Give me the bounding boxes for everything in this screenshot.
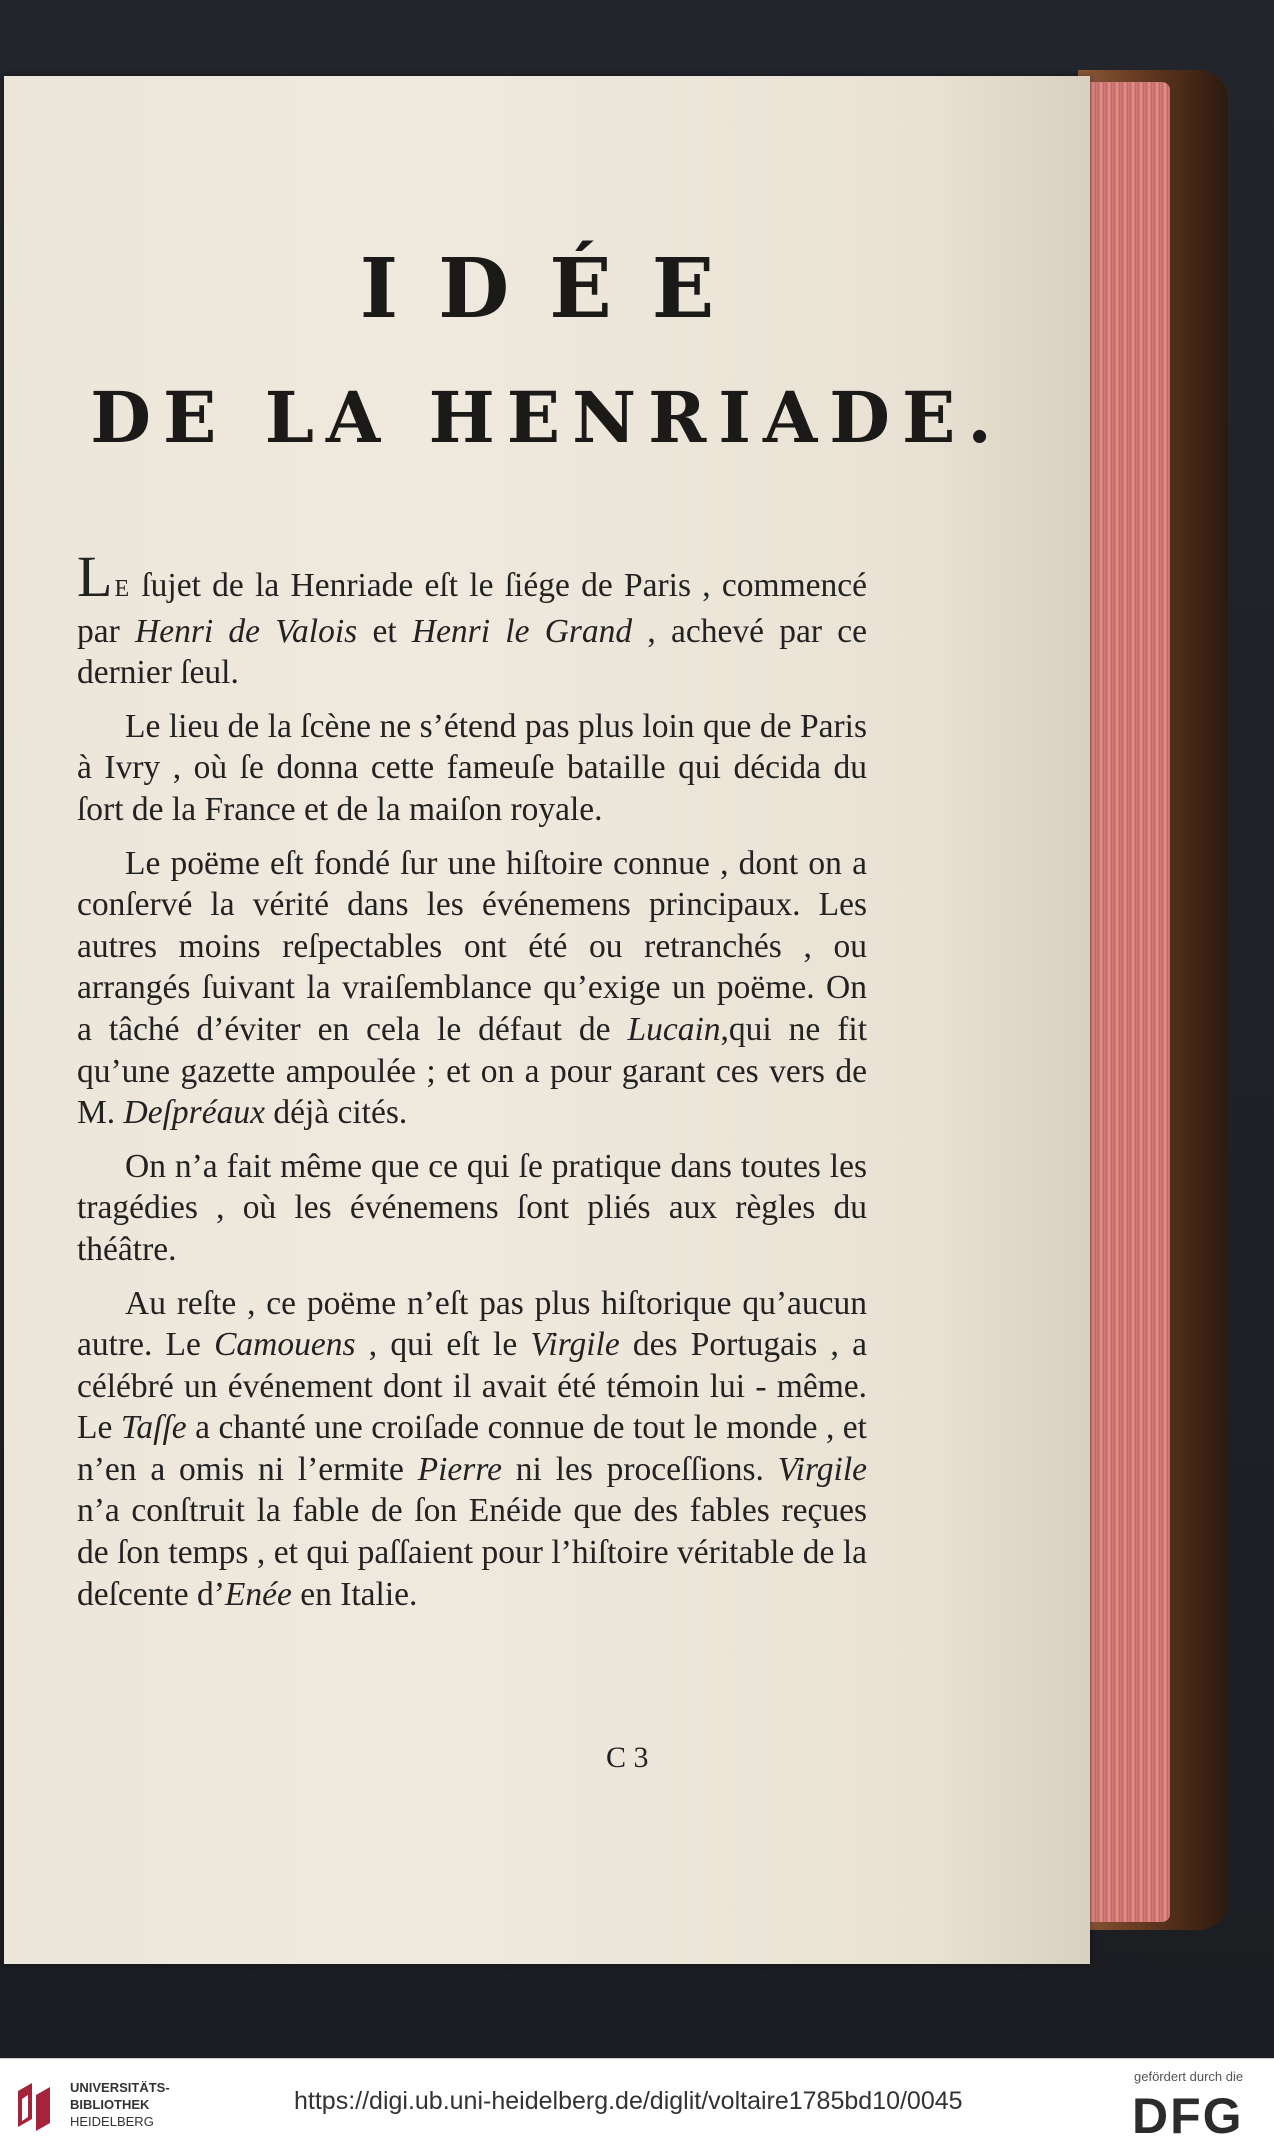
heidelberg-library-logo-icon[interactable]	[14, 2077, 62, 2137]
italic-name: Taſſe	[120, 1409, 187, 1447]
page-signature: C 3	[606, 1741, 649, 1774]
text-run: ni les proceſſions.	[501, 1450, 778, 1488]
text-run: des Portugais , a célébré un événement dont il avait été témoin lui - même. Le	[77, 1326, 867, 1447]
text-run: , achevé par ce dernier ſeul.	[77, 612, 868, 692]
viewer-footer	[0, 2058, 1274, 2151]
text-run: et	[357, 612, 412, 650]
dfg-logo[interactable]: DFG	[1132, 2088, 1244, 2144]
dfg-label: gefördert durch die	[1134, 2069, 1244, 2084]
paragraph-4: On n’a fait même que ce qui ſe pratique dans toutes les tragédies , où les événemens ſont pliés aux règles du théâtre.	[77, 1147, 867, 1268]
paragraph-3	[77, 843, 867, 1134]
text-run: , qui eſt le	[355, 1326, 531, 1364]
italic-name: Camouens	[214, 1326, 356, 1364]
text-run: ,qui ne fit qu’une gazette ampoulée ; et on a pour garant ces vers de M.	[77, 1010, 867, 1132]
logo-line: HEIDELBERG	[70, 2114, 154, 2129]
italic-name: Lucain	[627, 1010, 721, 1048]
title-sub: DE LA HENRIADE.	[90, 376, 1004, 459]
small-cap: E	[114, 576, 131, 602]
title-main: IDÉE	[359, 241, 755, 337]
italic-name: Deſpréaux	[123, 1094, 265, 1132]
text-run: a chanté une croiſade connue de tout le monde , et n’en a omis ni l’ermite	[77, 1409, 867, 1488]
paragraph-5	[77, 1283, 867, 1616]
logo-line: BIBLIOTHEK	[70, 2097, 150, 2112]
italic-name: Pierre	[417, 1450, 502, 1488]
italic-name: Henri de Valois	[135, 612, 358, 650]
library-logo-text[interactable]	[70, 2079, 170, 2130]
text-run: Le poëme eſt fondé ſur une hiſtoire connue , dont on a conſervé la vérité dans les événemens principaux. Les autres moins reſpectables ont été ou retranchés , ou arrangés ſuivant la vraiſemblance qu’exige un poëme. On a tâché d’éviter en cela le défaut de	[77, 844, 867, 1048]
page-fore-edge	[1080, 82, 1170, 1922]
text-run: déjà cités.	[264, 1094, 408, 1132]
italic-name: Enée	[224, 1575, 292, 1613]
logo-line: UNIVERSITÄTS-	[70, 2080, 170, 2095]
italic-name: Henri le Grand	[411, 612, 633, 650]
text-run: n’a conſtruit la fable de ſon Enéide que des fables reçues de ſon temps , et qui paſſaient pour l’hiſtoire véritable de la deſcente d’	[77, 1492, 867, 1613]
italic-name: Virgile	[777, 1450, 867, 1488]
permalink-url[interactable]: https://digi.ub.uni-heidelberg.de/diglit/voltaire1785bd10/0045	[294, 2087, 963, 2115]
text-run: Au reſte , ce poëme n’eſt pas plus hiſtorique qu’aucun autre. Le	[77, 1284, 867, 1364]
paragraph-2: Le lieu de la ſcène ne s’étend pas plus loin que de Paris à Ivry , où ſe donna cette fameuſe bataille qui décida du ſort de la France et de la maiſon royale.	[77, 707, 867, 828]
body-text	[77, 544, 868, 1627]
drop-cap: L	[77, 544, 113, 609]
paragraph-1	[77, 544, 868, 694]
text-run: ſujet de la Henriade eſt le ſiége de Paris , commencé par	[77, 567, 867, 650]
text-run: en Italie.	[291, 1575, 418, 1613]
italic-name: Virgile	[530, 1326, 620, 1364]
book-page	[4, 76, 1090, 1964]
